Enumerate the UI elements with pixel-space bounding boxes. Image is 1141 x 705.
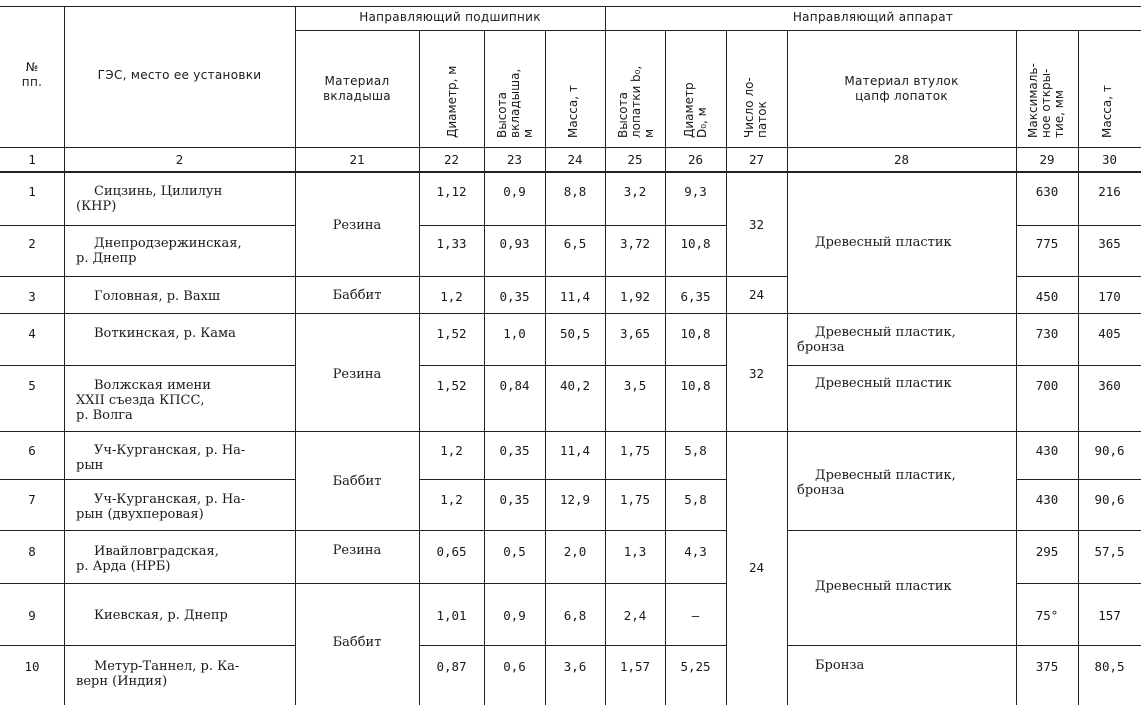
- header-guide-vane: Направляющий аппарат: [792, 10, 954, 24]
- cell-open: 700: [1035, 378, 1059, 393]
- cell-open: 450: [1035, 289, 1059, 304]
- header-d0: Диаметр D₀, м: [682, 82, 709, 138]
- cell-open: 75°: [1035, 608, 1059, 623]
- header-guide-bearing: Направляющий подшипник: [359, 10, 541, 24]
- cell-D0: 10,8: [680, 378, 711, 393]
- header-bush-material: Материал втулок цапф лопаток: [844, 74, 959, 103]
- liner-material-cell: Резина: [332, 218, 382, 233]
- cell-h: 1,0: [503, 326, 526, 341]
- plant-name: Воткинская, р. Кама: [94, 326, 236, 341]
- row-number: 10: [24, 659, 40, 674]
- row-number: 9: [28, 608, 36, 623]
- row-number: 4: [28, 326, 36, 341]
- bush-material-cell: Древесный пластик: [815, 579, 952, 594]
- cell-m: 6,8: [563, 608, 587, 623]
- liner-material-cell: Баббит: [332, 635, 382, 650]
- col-number: 1: [28, 152, 36, 167]
- cell-m: 11,4: [559, 289, 591, 304]
- bush-material-cell: Древесный пластик: [815, 376, 952, 391]
- plant-name: Киевская, р. Днепр: [94, 608, 228, 623]
- row-number: 6: [28, 443, 36, 458]
- header-mass: Масса, т: [566, 85, 580, 138]
- col-number: 27: [748, 152, 765, 167]
- cell-d: 1,52: [436, 378, 467, 393]
- header-blade-count: Число ло- паток: [742, 77, 769, 138]
- cell-m: 40,2: [559, 378, 591, 393]
- col-number: 24: [567, 152, 583, 167]
- cell-m: 3,6: [563, 659, 587, 674]
- blade-count-cell: 24: [748, 287, 765, 302]
- cell-h: 0,93: [499, 236, 530, 251]
- cell-open: 730: [1035, 326, 1059, 341]
- col-number: 30: [1101, 152, 1118, 167]
- cell-mass: 405: [1098, 326, 1121, 341]
- cell-D0: —: [691, 608, 700, 623]
- cell-b0: 1,3: [623, 544, 647, 559]
- cell-D0: 5,25: [680, 659, 711, 674]
- cell-h: 0,9: [503, 184, 526, 199]
- cell-open: 630: [1035, 184, 1059, 199]
- header-no: № пп.: [21, 60, 43, 89]
- cell-b0: 1,75: [619, 492, 651, 507]
- cell-m: 50,5: [559, 326, 591, 341]
- cell-D0: 5,8: [684, 492, 707, 507]
- cell-d: 1,2: [440, 289, 463, 304]
- bush-material-cell: Древесный пластик, бронза: [797, 468, 956, 498]
- cell-m: 12,9: [559, 492, 591, 507]
- cell-mass: 90,6: [1094, 443, 1125, 458]
- cell-d: 1,2: [440, 443, 463, 458]
- cell-d: 1,52: [436, 326, 467, 341]
- cell-m: 11,4: [559, 443, 591, 458]
- cell-m: 6,5: [563, 236, 587, 251]
- cell-b0: 3,65: [619, 326, 651, 341]
- cell-D0: 9,3: [684, 184, 707, 199]
- liner-material-cell: Резина: [332, 543, 382, 558]
- cell-b0: 1,92: [619, 289, 651, 304]
- cell-m: 8,8: [563, 184, 587, 199]
- bush-material-cell: Древесный пластик: [815, 235, 952, 250]
- cell-mass: 157: [1098, 608, 1121, 623]
- cell-D0: 5,8: [684, 443, 707, 458]
- cell-d: 1,2: [440, 492, 463, 507]
- cell-open: 295: [1035, 544, 1059, 559]
- cell-mass: 216: [1098, 184, 1121, 199]
- bush-material-cell: Древесный пластик, бронза: [797, 325, 956, 355]
- cell-open: 430: [1035, 443, 1059, 458]
- header-liner-height: Высота вкладыша, м: [495, 68, 535, 138]
- col-number: 21: [349, 152, 365, 167]
- header-plant: ГЭС, место ее установки: [97, 68, 262, 82]
- col-number: 25: [627, 152, 643, 167]
- cell-D0: 10,8: [680, 236, 711, 251]
- blade-count-cell: 32: [748, 366, 765, 381]
- header-blade-height: Высота лопатки b₀, м: [616, 65, 656, 138]
- cell-b0: 3,5: [623, 378, 647, 393]
- liner-material-cell: Баббит: [332, 288, 382, 303]
- cell-b0: 1,75: [619, 443, 651, 458]
- cell-b0: 3,2: [623, 184, 647, 199]
- header-liner-material: Материал вкладыша: [323, 74, 391, 103]
- liner-material-cell: Баббит: [332, 474, 382, 489]
- cell-d: 1,01: [436, 608, 467, 623]
- col-number: 28: [893, 152, 910, 167]
- cell-h: 0,9: [503, 608, 526, 623]
- row-number: 8: [28, 544, 36, 559]
- cell-mass: 80,5: [1094, 659, 1125, 674]
- bush-material-cell: Бронза: [815, 658, 865, 673]
- plant-name: Ивайловградская, р. Арда (НРБ): [76, 544, 219, 574]
- cell-h: 0,6: [503, 659, 526, 674]
- cell-d: 0,65: [436, 544, 467, 559]
- col-number: 2: [175, 152, 184, 167]
- plant-name: Днепродзержинская, р. Днепр: [76, 236, 242, 266]
- plant-name: Волжская имени XXII съезда КПСС, р. Волга: [76, 378, 211, 423]
- cell-d: 0,87: [436, 659, 467, 674]
- liner-material-cell: Резина: [332, 367, 382, 382]
- blade-count-cell: 24: [748, 560, 765, 575]
- row-number: 5: [28, 378, 36, 393]
- col-number: 26: [687, 152, 704, 167]
- cell-d: 1,12: [436, 184, 467, 199]
- cell-h: 0,5: [503, 544, 526, 559]
- cell-d: 1,33: [436, 236, 467, 251]
- row-number: 2: [28, 236, 36, 251]
- cell-h: 0,35: [499, 289, 530, 304]
- cell-open: 375: [1035, 659, 1059, 674]
- plant-name: Сицзинь, Цилилун (КНР): [76, 184, 223, 214]
- row-number: 3: [28, 289, 36, 304]
- row-number: 7: [28, 492, 36, 507]
- cell-mass: 90,6: [1094, 492, 1125, 507]
- cell-h: 0,35: [499, 443, 530, 458]
- header-max-opening: Максималь- ное откры- тие, мм: [1026, 63, 1066, 138]
- header-diameter: Диаметр, м: [445, 65, 459, 138]
- cell-mass: 365: [1098, 236, 1121, 251]
- cell-h: 0,84: [499, 378, 530, 393]
- cell-mass: 57,5: [1094, 544, 1125, 559]
- cell-b0: 2,4: [623, 608, 647, 623]
- col-number: 29: [1039, 152, 1055, 167]
- cell-b0: 3,72: [619, 236, 651, 251]
- cell-b0: 1,57: [619, 659, 651, 674]
- blade-count-cell: 32: [748, 217, 765, 232]
- cell-h: 0,35: [499, 492, 530, 507]
- cell-open: 775: [1035, 236, 1059, 251]
- col-number: 22: [443, 152, 460, 167]
- cell-D0: 10,8: [680, 326, 711, 341]
- plant-name: Головная, р. Вахш: [94, 289, 221, 304]
- cell-open: 430: [1035, 492, 1059, 507]
- cell-D0: 6,35: [680, 289, 711, 304]
- row-number: 1: [28, 184, 36, 199]
- plant-name: Метур-Таннел, р. Ка- верн (Индия): [76, 659, 240, 689]
- plant-name: Уч-Курганская, р. На- рын: [76, 443, 246, 473]
- col-number: 23: [506, 152, 523, 167]
- cell-mass: 170: [1098, 289, 1121, 304]
- header-mass-2: Масса, т: [1100, 85, 1114, 138]
- plant-name: Уч-Курганская, р. На- рын (двухперовая): [76, 492, 246, 522]
- cell-D0: 4,3: [684, 544, 707, 559]
- cell-m: 2,0: [563, 544, 587, 559]
- cell-mass: 360: [1098, 378, 1121, 393]
